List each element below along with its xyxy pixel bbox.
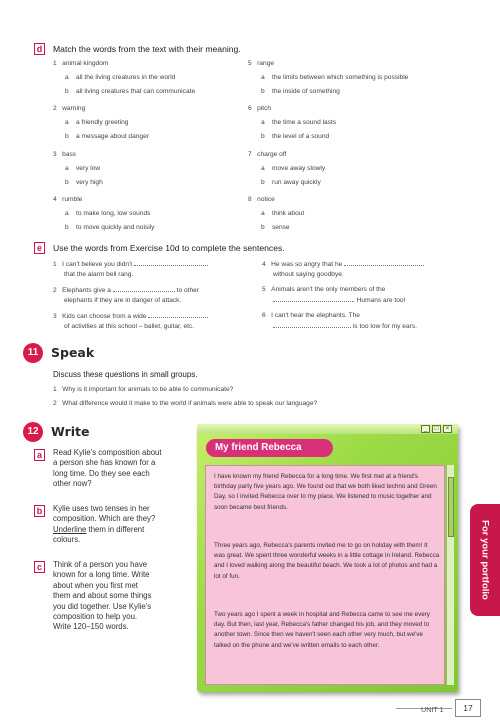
maximize-icon[interactable]: □ bbox=[432, 425, 441, 433]
scrollbar[interactable] bbox=[446, 465, 454, 685]
speak-question-2: 2 What difference would it make to the world if animals were able to speak our language? bbox=[53, 400, 318, 407]
option-a: the time a sound lasts bbox=[272, 119, 337, 126]
window-titlebar bbox=[197, 424, 458, 434]
option-b: a message about danger bbox=[76, 133, 149, 140]
sentence-2: 2 Elephants give a to other elephants if they are in danger of attack. bbox=[53, 287, 199, 304]
option-a: very low bbox=[76, 165, 101, 172]
answer-blank[interactable] bbox=[273, 295, 353, 302]
write-task-a: Read Kylie's composition about a person she has known for a long time. Do they see each other now? bbox=[53, 448, 162, 489]
speak-heading: Speak bbox=[51, 345, 95, 360]
answer-blank[interactable] bbox=[113, 285, 175, 292]
option-b: the inside of something bbox=[272, 88, 340, 95]
match-word: rumble bbox=[62, 196, 83, 203]
sentence-3: 3 Kids can choose from a wide of activities at this school – ballet, guitar, etc. bbox=[53, 311, 253, 332]
option-a: move away slowly bbox=[272, 165, 326, 172]
section-number-12: 12 bbox=[23, 422, 43, 442]
sentence-4: 4 He was so angry that he without saying goodbye. bbox=[262, 259, 462, 280]
composition-text-area bbox=[205, 465, 445, 685]
exercise-d-title: Match the words from the text with their meaning. bbox=[53, 44, 241, 54]
exercise-letter-d: d bbox=[34, 43, 45, 55]
write-task-b: Kylie uses two tenses in her composition. Which are they? Underline them in different colours. bbox=[53, 504, 156, 545]
option-a: to make long, low sounds bbox=[76, 210, 151, 217]
option-b: the level of a sound bbox=[272, 133, 330, 140]
sentence-6: 6 I can't hear the elephants. The is too low for my ears. bbox=[262, 312, 417, 330]
answer-blank[interactable] bbox=[344, 259, 424, 266]
option-b: run away quickly bbox=[272, 179, 321, 186]
answer-blank[interactable] bbox=[134, 259, 208, 266]
section-number-11: 11 bbox=[23, 343, 43, 363]
option-b: very high bbox=[76, 179, 103, 186]
match-word: range bbox=[257, 60, 275, 67]
footer-unit-label: UNIT 1 bbox=[421, 705, 444, 714]
match-word: bass bbox=[62, 151, 77, 158]
speak-question-1: 1 Why is it important for animals to be able to communicate? bbox=[53, 386, 234, 393]
option-b: sense bbox=[272, 224, 290, 231]
page-number: 17 bbox=[455, 699, 481, 717]
close-icon[interactable]: × bbox=[443, 425, 452, 433]
composition-window bbox=[197, 424, 458, 692]
option-a: a friendly greeting bbox=[76, 119, 129, 126]
composition-title: My friend Rebecca bbox=[206, 439, 333, 457]
answer-blank[interactable] bbox=[148, 311, 208, 318]
write-heading: Write bbox=[51, 424, 90, 439]
exercise-letter-e: e bbox=[34, 242, 45, 254]
match-word: notice bbox=[257, 196, 275, 203]
option-a: all the living creatures in the world bbox=[76, 74, 176, 81]
option-a: think about bbox=[272, 210, 305, 217]
option-b: to move quickly and noisily bbox=[76, 224, 155, 231]
match-word: charge off bbox=[257, 151, 287, 158]
write-letter-b: b bbox=[34, 505, 45, 517]
exercise-e-title: Use the words from Exercise 10d to complete the sentences. bbox=[53, 243, 285, 253]
match-word: warning bbox=[62, 105, 86, 112]
minimize-icon[interactable]: _ bbox=[421, 425, 430, 433]
answer-blank[interactable] bbox=[273, 321, 351, 328]
composition-paragraph-1: I have known my friend Rebecca for a long time. We first met at a friend's birthday party five years ago. We found out that we both liked techno and Green Day, so I invited Rebecca over to my place. We listened to music together and soon became best friends. bbox=[214, 473, 437, 511]
sentence-5: 5 Animals aren't the only members of the . Humans are too! bbox=[262, 286, 406, 304]
write-letter-a: a bbox=[34, 449, 45, 461]
write-letter-c: c bbox=[34, 561, 45, 573]
match-word: animal kingdom bbox=[62, 60, 109, 67]
option-a: the limits between which something is possible bbox=[272, 74, 409, 81]
composition-paragraph-3: Two years ago I spent a week in hospital and Rebecca came to see me every day. But then, last year, Rebecca's father changed his job, and they moved to another town. Since then we haven't seen each other very much, but we've talked on the phone and we've written emails to each other. bbox=[214, 611, 430, 649]
write-task-c: Think of a person you have known for a long time. Write about when you first met them and about some things you did together. Use Kylie's composition to help you. Write 120–150 words. bbox=[53, 560, 152, 632]
composition-paragraph-2: Three years ago, Rebecca's parents invited me to go on holiday with them! It was great. We spent three wonderful weeks in a little cottage in Ireland. Rebecca and I loved walking along the beautiful beach. We took a lot of photos and had a lot of fun. bbox=[214, 542, 440, 580]
match-word: pitch bbox=[257, 105, 272, 112]
option-b: all living creatures that can communicate bbox=[76, 88, 196, 95]
speak-intro: Discuss these questions in small groups. bbox=[53, 370, 198, 379]
portfolio-tab-label: For your portfolio bbox=[479, 520, 491, 600]
sentence-1: 1 I can't believe you didn't that the alarm bell rang. bbox=[53, 259, 243, 280]
scrollbar-thumb[interactable] bbox=[448, 477, 454, 537]
